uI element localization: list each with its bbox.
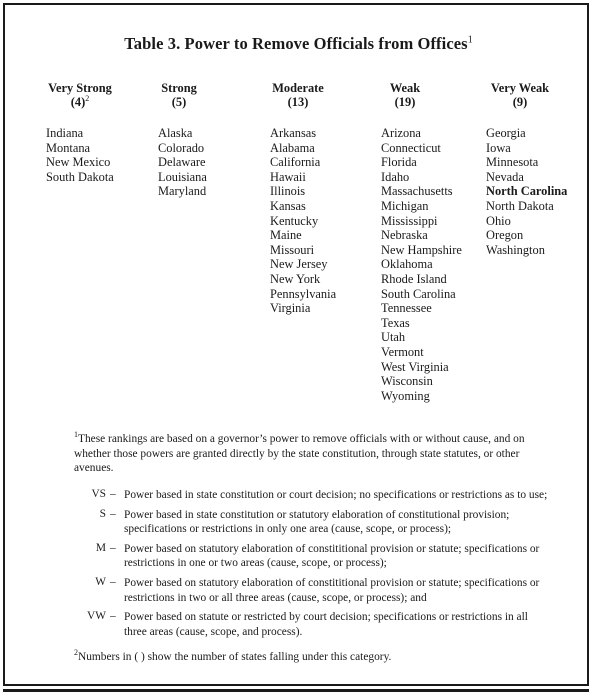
state-item: New Hampshire: [381, 242, 462, 257]
column-count: (5): [171, 95, 187, 109]
column-heading: Weak: [389, 81, 421, 95]
definition-item: [70, 610, 550, 639]
state-item: Massachusetts: [381, 184, 453, 199]
column-count: (13): [287, 95, 309, 109]
definition-text: Power based in state constitution or court decision; no specifications or restrictions as to use;: [124, 489, 548, 501]
footnote-mark: 2: [74, 648, 78, 658]
column-count: (19): [394, 95, 416, 109]
definition-abbr: W: [95, 575, 106, 588]
state-list: [46, 126, 114, 184]
state-item: Indiana: [46, 126, 84, 140]
definition-item: [70, 542, 550, 571]
state-item: North Dakota: [486, 198, 554, 213]
definition-text: Power based on statute or restricted by court decision; specifications or restrictions in all three areas (cause, scope, and process).: [124, 611, 528, 638]
state-item: New York: [270, 271, 321, 286]
title-footnote-mark: 1: [467, 34, 473, 46]
column-very-strong: [46, 81, 114, 184]
state-list: [381, 126, 462, 403]
state-item: Virginia: [270, 301, 311, 316]
state-item: South Carolina: [381, 286, 456, 301]
definition-abbr: VW: [87, 610, 106, 623]
state-list: [158, 126, 207, 199]
definition-dash: –: [110, 507, 116, 520]
state-item: Wisconsin: [381, 374, 433, 389]
state-item: Nevada: [486, 169, 524, 184]
column-heading: Strong: [161, 81, 197, 95]
state-item: Oklahoma: [381, 257, 433, 272]
definition-text: Power based in state constitution or statutory elaboration of constitutional provision; specifications or restrictions in only one area (cause, scope, or process);: [124, 508, 510, 536]
column-heading: Moderate: [272, 81, 324, 95]
column-weak: [381, 81, 462, 403]
definition-item: [70, 508, 550, 537]
state-item: South Dakota: [46, 169, 114, 184]
definition-abbr: VS: [91, 488, 106, 500]
column-moderate: [270, 81, 336, 316]
table-title-text: Table 3. Power to Remove Officials from Offices: [124, 34, 468, 53]
definition-dash: –: [110, 488, 116, 500]
state-item: Rhode Island: [381, 271, 447, 286]
state-item: Pennsylvania: [270, 286, 337, 301]
state-item: Arizona: [381, 126, 421, 140]
column-very-weak: [486, 81, 567, 257]
state-item: Michigan: [381, 198, 429, 213]
state-item: Vermont: [381, 344, 424, 359]
state-list: [270, 126, 336, 316]
footnote-numbers: [74, 650, 544, 664]
state-item: Illinois: [270, 184, 306, 199]
state-item: New Jersey: [270, 257, 328, 272]
column-heading: Very Weak: [490, 81, 550, 95]
state-item: Colorado: [158, 140, 205, 155]
definition-dash: –: [110, 610, 116, 623]
state-item: Missouri: [270, 242, 315, 257]
definition-abbr: M: [95, 541, 106, 554]
state-item: Florida: [381, 155, 417, 170]
state-item: Washington: [486, 242, 545, 257]
state-item: California: [270, 155, 321, 170]
definition-item: [70, 488, 550, 503]
state-item: Kentucky: [270, 213, 319, 228]
state-item: Maryland: [158, 184, 207, 199]
footnote-text: These rankings are based on a governor’s power to remove officials with or without cause, and on whether those powers are granted directly by the state constitution, through state statutes, or other avenues.: [74, 433, 525, 475]
state-item: Utah: [381, 330, 406, 345]
state-item: Ohio: [486, 213, 511, 228]
state-item: New Mexico: [46, 155, 111, 170]
state-item: Montana: [46, 140, 91, 155]
definition-dash: –: [110, 575, 116, 588]
state-item: Wyoming: [381, 388, 430, 403]
column-heading: Very Strong: [48, 81, 112, 95]
state-list: [486, 126, 567, 257]
footnote-text: Numbers in ( ) show the number of states falling under this category.: [78, 651, 392, 663]
footnote-mark: 1: [74, 430, 78, 440]
table-title: [0, 34, 597, 54]
state-item: Georgia: [486, 126, 526, 140]
footnote-rankings: [74, 432, 544, 476]
state-item: Iowa: [486, 140, 511, 155]
definition-text: Power based on statutory elaboration of constititional provision or statute; specifications or restrictions in one or two areas (cause, scope, or process);: [124, 542, 540, 570]
definition-item: [70, 576, 550, 605]
state-item: Delaware: [158, 155, 206, 170]
state-item: Idaho: [381, 169, 410, 184]
state-item: Arkansas: [270, 126, 317, 140]
state-item: Oregon: [486, 228, 524, 243]
state-item: Connecticut: [381, 140, 441, 155]
bottom-rule: [3, 689, 589, 692]
state-item: Kansas: [270, 198, 306, 213]
definition-text: Power based on statutory elaboration of constititional provision or statute; specifications or restrictions in two or all three areas (cause, scope, or process); and: [124, 576, 540, 604]
definitions-list: [70, 488, 550, 644]
state-item: Tennessee: [381, 301, 432, 316]
state-item: Hawaii: [270, 169, 306, 184]
state-item: Alaska: [158, 126, 193, 140]
state-item: Texas: [381, 315, 410, 330]
definition-dash: –: [110, 541, 116, 554]
definition-abbr: S: [99, 507, 106, 520]
state-item: North Carolina: [486, 184, 568, 199]
column-count: $(4)^2$: [70, 93, 90, 109]
state-item: West Virginia: [381, 359, 449, 374]
count-footnote-mark: 2: [85, 93, 90, 103]
column-count: (9): [512, 95, 528, 109]
state-item: Minnesota: [486, 155, 539, 170]
state-item: Maine: [270, 228, 302, 243]
column-strong: [158, 81, 207, 199]
state-item: Nebraska: [381, 228, 428, 243]
state-item: Mississippi: [381, 213, 438, 228]
state-item: Alabama: [270, 140, 315, 155]
state-item: Louisiana: [158, 169, 207, 184]
